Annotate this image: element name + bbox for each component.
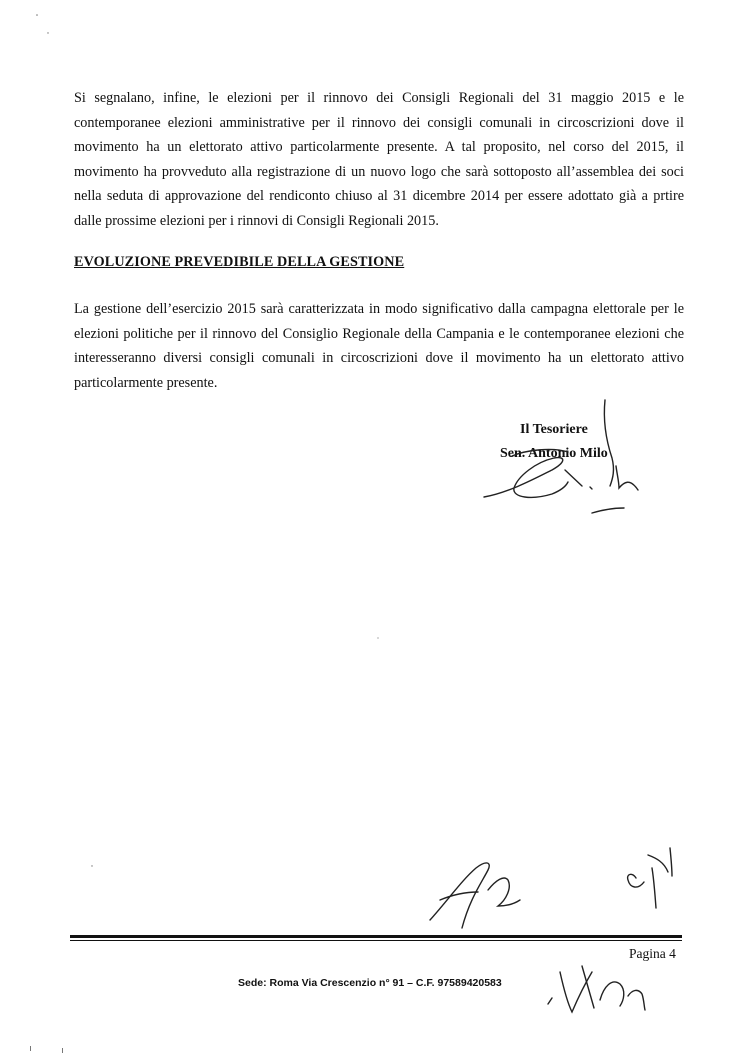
body-paragraph-2: La gestione dell’esercizio 2015 sarà caratterizzata in modo significativo dalla campagna elettorale per le elezioni politiche per il rinnovo del Consiglio Regionale della Campania e le contemporanee elezioni che interesseranno diversi consigli comunali in circoscrizioni dove il movimento ha un elettorato attivo particolarmente presente. — [74, 301, 684, 391]
initials-right — [628, 848, 672, 908]
footer-address: Sede: Roma Via Crescenzio n° 91 – C.F. 97589420583 — [238, 977, 502, 989]
signature-title: Il Tesoriere — [520, 422, 588, 437]
footer-rule-thin — [70, 940, 682, 941]
signature-name: Sen. Antonio Milo — [500, 446, 608, 461]
body-paragraph-1: Si segnalano, infine, le elezioni per il rinnovo dei Consigli Regionali del 31 maggio 2015 e le contemporanee elezioni amministrative per il rinnovo dei consigli comunali in circoscrizioni dove il movimento ha un elettorato attivo particolarmente presente. A tal proposito, nel corso del 2015, il movimento ha provveduto alla registrazione di un nuovo logo che sarà sottoposto all’assemblea dei soci nella seduta di approvazione del rendiconto chiuso al 31 dicembre 2014 per essere adottato già a prtire dalle prossime elezioni per i rinnovi di Consigli Regionali 2015. — [74, 90, 684, 229]
page-number: Pagina 4 — [629, 946, 676, 961]
section-heading: EVOLUZIONE PREVEDIBILE DELLA GESTIONE — [74, 254, 405, 270]
initials-footer — [548, 966, 645, 1012]
footer-rule — [70, 935, 682, 938]
scan-specks — [30, 14, 379, 1053]
treasurer-signature — [484, 400, 638, 513]
initials-left — [430, 863, 520, 928]
